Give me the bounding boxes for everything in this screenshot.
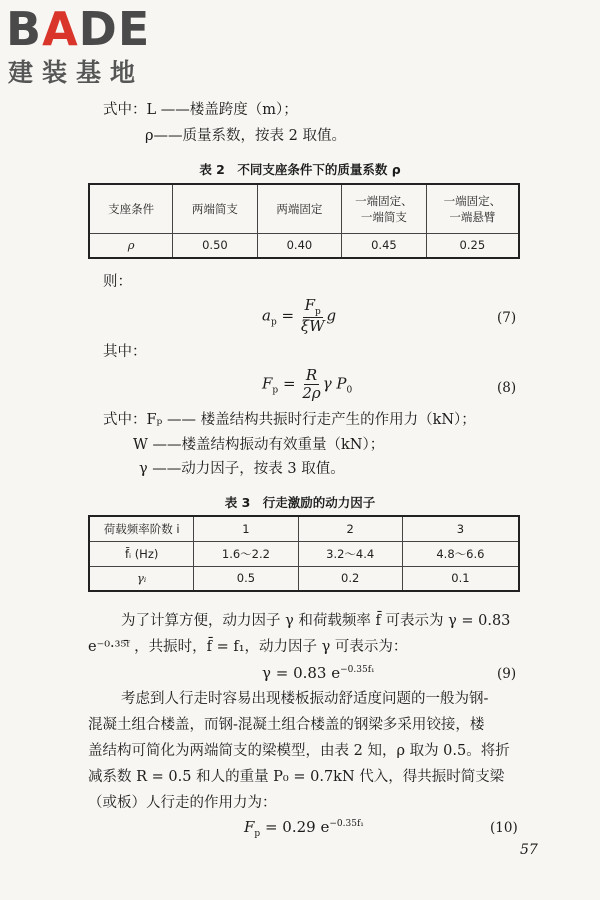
equation-9-number: (9) xyxy=(497,666,517,682)
logo-brand xyxy=(6,2,151,56)
eq8-equals: = xyxy=(282,374,296,393)
gamma-definition: γ ——动力因子，按表 3 取值。 xyxy=(139,461,345,477)
paragraph-2-line-1: 考虑到人行走时容易出现楼板振动舒适度问题的一般为钢- xyxy=(121,691,489,707)
logo-text-b: B xyxy=(6,2,43,56)
then-label: 则： xyxy=(103,274,132,290)
eq7-numerator: F xyxy=(304,296,316,314)
equation-10-number: (10) xyxy=(490,820,518,836)
table2-cell: 0.45 xyxy=(342,233,427,258)
among-label: 其中： xyxy=(103,344,147,360)
logo-text-a: A xyxy=(42,2,79,56)
eq10-exponent: −0.35f₁ xyxy=(329,819,364,829)
paragraph-1-line-1: 为了计算方便，动力因子 γ 和荷载频率 f̄ 可表示为 γ = 0.83 xyxy=(121,613,511,629)
eq8-numerator: R xyxy=(305,366,318,384)
table2-caption: 表 2 不同支座条件下的质量系数 ρ xyxy=(199,162,401,177)
table3-cell: 0.5 xyxy=(194,566,298,591)
eq7-fraction xyxy=(299,298,327,335)
table3-cell: 0.2 xyxy=(298,566,402,591)
equation-7-number: (7) xyxy=(497,310,517,326)
table2-header-line: 一端简支 xyxy=(360,209,407,224)
table2-header-cell: 两端固定 xyxy=(257,184,342,233)
eq8-tail: γ P xyxy=(322,374,347,393)
equation-7 xyxy=(262,298,336,335)
paragraph-1-line-2: e⁻⁰·³⁵ᶠ̄ ，共振时，f̄ = f₁，动力因子 γ 可表示为： xyxy=(88,639,408,655)
table3-cell: 3.2～4.4 xyxy=(298,541,402,566)
eq9-exponent: −0.35f₁ xyxy=(340,665,375,675)
table2-header-cell xyxy=(342,184,427,233)
table3-header-cell: 荷载频率阶数 i xyxy=(89,516,194,541)
eq8-tail-sub: 0 xyxy=(346,385,353,396)
table2-cell: 0.40 xyxy=(257,233,342,258)
eq10-rhs: = 0.29 e xyxy=(264,818,330,836)
table2-header-line: 一端固定、 xyxy=(355,193,413,208)
table2-header-cell: 两端简支 xyxy=(173,184,258,233)
paragraph-2-line-4: 减系数 R = 0.5 和人的重量 P₀ = 0.7kN 代入，得共振时简支梁 xyxy=(88,769,505,785)
eq8-lhs: F xyxy=(262,374,273,393)
table3-header-cell: 2 xyxy=(298,516,402,541)
eq7-lhs: a xyxy=(262,306,271,325)
table3-caption: 表 3 行走激励的动力因子 xyxy=(224,495,376,510)
table3-header-cell: 1 xyxy=(194,516,298,541)
eq9-body: γ = 0.83 e xyxy=(262,664,341,682)
table2-header-cell: 支座条件 xyxy=(89,184,173,233)
equation-9 xyxy=(262,664,375,682)
logo-subtitle: 建装基地 xyxy=(8,58,145,87)
equation-10 xyxy=(244,818,364,839)
eq8-lhs-sub: p xyxy=(272,385,279,396)
rho-definition: ρ——质量系数，按表 2 取值。 xyxy=(145,128,346,144)
table2-header-line: 一端悬臂 xyxy=(449,209,496,224)
eq10-lhs-sub: p xyxy=(254,829,261,839)
where-fp-definition: 式中：Fₚ —— 楼盖结构共振时行走产生的作用力（kN）； xyxy=(103,412,476,428)
eq7-lhs-sub: p xyxy=(270,317,277,328)
eq8-fraction xyxy=(300,368,322,401)
paragraph-2-line-5: （或板）人行走的作用力为： xyxy=(88,795,277,811)
eq10-lhs: F xyxy=(244,818,255,836)
paragraph-2-line-2: 混凝土组合楼盖，而钢-混凝土组合楼盖的钢梁多采用铰接，楼 xyxy=(88,717,485,733)
logo-text-de: DE xyxy=(78,2,151,56)
table3-row-label: f̄ᵢ (Hz) xyxy=(89,541,194,566)
eq7-equals: = xyxy=(281,306,295,325)
page-number: 57 xyxy=(520,842,538,858)
table2-cell: 0.25 xyxy=(426,233,519,258)
table2 xyxy=(88,183,520,259)
eq7-numerator-sub: p xyxy=(315,307,321,317)
table2-row-label: ρ xyxy=(89,233,173,258)
w-definition: W ——楼盖结构振动有效重量（kN）； xyxy=(133,437,385,453)
eq7-tail: g xyxy=(326,306,337,325)
eq8-denominator: 2ρ xyxy=(302,383,321,402)
table3-header-cell: 3 xyxy=(402,516,519,541)
paragraph-2-line-3: 盖结构可简化为两端简支的梁模型，由表 2 知，ρ 取为 0.5。将折 xyxy=(88,743,510,759)
table3-cell: 1.6～2.2 xyxy=(194,541,298,566)
table2-cell: 0.50 xyxy=(173,233,258,258)
equation-8 xyxy=(262,368,352,401)
eq7-denominator: ξW xyxy=(300,317,325,336)
where-l-definition: 式中：L ——楼盖跨度（m）； xyxy=(103,102,298,118)
equation-8-number: (8) xyxy=(497,380,517,396)
table3 xyxy=(88,515,520,592)
table2-header-cell xyxy=(426,184,519,233)
table3-cell: 0.1 xyxy=(402,566,519,591)
table3-cell: 4.8～6.6 xyxy=(402,541,519,566)
table3-row-label: γᵢ xyxy=(89,566,194,591)
table2-header-line: 一端固定、 xyxy=(443,193,502,208)
